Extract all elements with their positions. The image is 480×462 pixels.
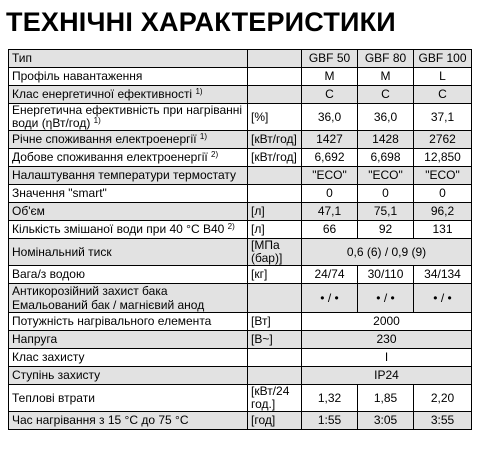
unit-cell xyxy=(248,367,302,385)
value-cell: M xyxy=(358,68,414,86)
table-row xyxy=(9,104,472,131)
column-header: GBF 100 xyxy=(414,50,472,68)
param-text: Клас енергетичної ефективності xyxy=(12,87,193,101)
unit-cell: [%] xyxy=(248,104,302,131)
unit-cell: [Вт] xyxy=(248,313,302,331)
value-cell: 2762 xyxy=(414,131,472,149)
column-header: GBF 80 xyxy=(358,50,414,68)
value-cell: 3:05 xyxy=(358,412,414,430)
param-text: Кількість змішаної води при 40 °C В40 xyxy=(12,222,225,236)
param-label: Об'єм xyxy=(9,203,248,221)
unit-cell: [л] xyxy=(248,203,302,221)
table-row xyxy=(9,331,472,349)
table-row xyxy=(9,266,472,284)
unit-cell xyxy=(248,68,302,86)
param-label xyxy=(9,86,248,104)
footnote-mark: 2) xyxy=(211,150,219,159)
value-cell: C xyxy=(302,86,358,104)
merged-value-cell: IP24 xyxy=(302,367,472,385)
value-cell: "ECO" xyxy=(302,167,358,185)
value-cell: 47,1 xyxy=(302,203,358,221)
value-cell: 2,20 xyxy=(414,385,472,412)
specs-table xyxy=(8,49,472,430)
value-cell: • / • xyxy=(358,284,414,313)
value-cell: 36,0 xyxy=(358,104,414,131)
value-cell: 37,1 xyxy=(414,104,472,131)
param-label xyxy=(9,149,248,167)
param-label: Антикорозійний захист бака Емальований бак / магнієвий анод xyxy=(9,284,248,313)
unit-cell xyxy=(248,50,302,68)
value-cell: 36,0 xyxy=(302,104,358,131)
param-label: Час нагрівання з 15 °C до 75 °C xyxy=(9,412,248,430)
value-cell: 6,692 xyxy=(302,149,358,167)
value-cell: 0 xyxy=(414,185,472,203)
value-cell: "ECO" xyxy=(414,167,472,185)
unit-cell xyxy=(248,185,302,203)
table-row xyxy=(9,239,472,266)
table-row xyxy=(9,367,472,385)
footnote-mark: 2) xyxy=(227,222,235,231)
param-label: Теплові втрати xyxy=(9,385,248,412)
merged-value-cell: 2000 xyxy=(302,313,472,331)
footnote-mark: 1) xyxy=(93,116,101,125)
table-row xyxy=(9,203,472,221)
param-label: Потужність нагрівального елемента xyxy=(9,313,248,331)
value-cell: 75,1 xyxy=(358,203,414,221)
footnote-mark: 1) xyxy=(199,132,207,141)
value-cell: 34/134 xyxy=(414,266,472,284)
param-label: Ступінь захисту xyxy=(9,367,248,385)
param-label xyxy=(9,104,248,131)
unit-cell: [кВт/год] xyxy=(248,131,302,149)
param-label: Вага/з водою xyxy=(9,266,248,284)
param-label: Номінальний тиск xyxy=(9,239,248,266)
merged-value-cell: 0,6 (6) / 0,9 (9) xyxy=(302,239,472,266)
value-cell: 0 xyxy=(302,185,358,203)
unit-cell: [год] xyxy=(248,412,302,430)
unit-cell: [л] xyxy=(248,221,302,239)
param-label: Налаштування температури термостату xyxy=(9,167,248,185)
value-cell: 92 xyxy=(358,221,414,239)
value-cell: L xyxy=(414,68,472,86)
unit-cell xyxy=(248,349,302,367)
table-row xyxy=(9,50,472,68)
table-row xyxy=(9,185,472,203)
value-cell: 6,698 xyxy=(358,149,414,167)
table-row xyxy=(9,349,472,367)
unit-cell xyxy=(248,284,302,313)
unit-cell xyxy=(248,167,302,185)
value-cell: 1428 xyxy=(358,131,414,149)
table-row xyxy=(9,131,472,149)
value-cell: M xyxy=(302,68,358,86)
unit-cell: [кг] xyxy=(248,266,302,284)
table-row xyxy=(9,86,472,104)
table-row xyxy=(9,68,472,86)
value-cell: 3:55 xyxy=(414,412,472,430)
merged-value-cell: I xyxy=(302,349,472,367)
value-cell: C xyxy=(414,86,472,104)
value-cell: • / • xyxy=(302,284,358,313)
column-header: GBF 50 xyxy=(302,50,358,68)
param-text: Річне споживання електроенергії xyxy=(12,132,197,146)
table-row xyxy=(9,412,472,430)
value-cell: "ECO" xyxy=(358,167,414,185)
param-label: Профіль навантаження xyxy=(9,68,248,86)
value-cell: 66 xyxy=(302,221,358,239)
value-cell: 131 xyxy=(414,221,472,239)
param-label: Тип xyxy=(9,50,248,68)
merged-value-cell: 230 xyxy=(302,331,472,349)
value-cell: 1:55 xyxy=(302,412,358,430)
value-cell: 1427 xyxy=(302,131,358,149)
param-label: Клас захисту xyxy=(9,349,248,367)
page-title: ТЕХНІЧНІ ХАРАКТЕРИСТИКИ xyxy=(6,7,396,37)
value-cell: 30/110 xyxy=(358,266,414,284)
value-cell: • / • xyxy=(414,284,472,313)
footnote-mark: 1) xyxy=(195,87,203,96)
param-text: Енергетична ефективність при нагріванні води (ηВт/год) xyxy=(12,103,243,130)
value-cell: C xyxy=(358,86,414,104)
table-row xyxy=(9,149,472,167)
table-row xyxy=(9,385,472,412)
value-cell: 12,850 xyxy=(414,149,472,167)
param-label: Напруга xyxy=(9,331,248,349)
unit-cell: [кВт/год] xyxy=(248,149,302,167)
value-cell: 96,2 xyxy=(414,203,472,221)
param-text: Добове споживання електроенергії xyxy=(12,150,208,164)
param-label xyxy=(9,221,248,239)
unit-cell: [В~] xyxy=(248,331,302,349)
table-row xyxy=(9,313,472,331)
table-row xyxy=(9,221,472,239)
param-label: Значення "smart" xyxy=(9,185,248,203)
value-cell: 1,85 xyxy=(358,385,414,412)
unit-cell: [МПа (бар)] xyxy=(248,239,302,266)
table-row xyxy=(9,284,472,313)
table-row xyxy=(9,167,472,185)
value-cell: 24/74 xyxy=(302,266,358,284)
unit-cell xyxy=(248,86,302,104)
value-cell: 1,32 xyxy=(302,385,358,412)
value-cell: 0 xyxy=(358,185,414,203)
unit-cell: [кВт/24 год.] xyxy=(248,385,302,412)
param-label xyxy=(9,131,248,149)
